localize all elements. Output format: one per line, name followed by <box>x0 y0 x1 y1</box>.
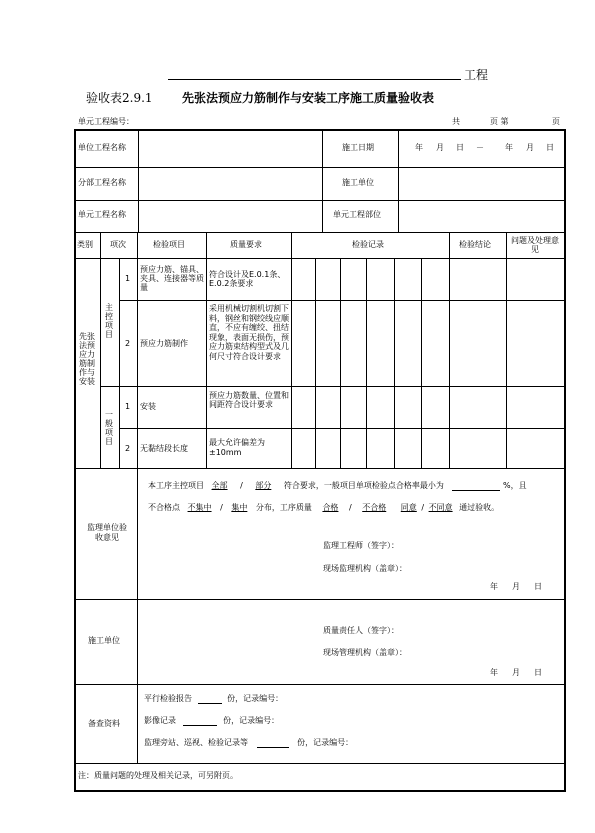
date-day-2: 日 <box>546 143 554 152</box>
col-requirement: 质量要求 <box>230 240 262 249</box>
row-no: 2 <box>125 339 131 348</box>
project-name-line <box>168 79 461 80</box>
record-grid-line <box>394 258 395 468</box>
row-line <box>74 763 564 764</box>
contractor-label: 施工单位 <box>342 178 374 187</box>
group-label: 先张法预应力筋制作与安装 <box>79 332 95 386</box>
row-line <box>74 468 564 469</box>
date-year-2: 年 <box>505 143 513 152</box>
supervision-line-2 <box>148 503 499 513</box>
col-category: 类别 <box>77 240 93 249</box>
slash: / <box>240 481 243 490</box>
option-concentrated[interactable]: 集中 <box>231 503 248 512</box>
row-line <box>74 599 564 600</box>
col-line <box>206 232 207 468</box>
row-line <box>74 684 564 685</box>
col-line <box>291 232 292 468</box>
image-count-blank[interactable] <box>183 716 217 726</box>
row-line <box>74 232 564 233</box>
text: 通过验收。 <box>459 503 500 512</box>
construction-date-label: 施工日期 <box>342 143 374 152</box>
col-conclusion: 检验结论 <box>459 240 491 249</box>
record-grid-line <box>340 258 341 468</box>
division-label: 分部工程名称 <box>78 178 126 187</box>
page-total: 共 <box>452 117 460 126</box>
text: 符合要求，一般项目单项检验点合格率最小为 <box>283 481 444 490</box>
supervision-org-seal[interactable]: 现场监理机构（盖章）： <box>323 564 407 573</box>
general-label: 一般项目 <box>105 410 113 446</box>
construction-date-month: 月 <box>512 668 520 677</box>
construction-label: 施工单位 <box>88 636 120 645</box>
row-item: 无黏结段长度 <box>140 444 188 453</box>
option-fail[interactable]: 不合格 <box>362 503 387 512</box>
slash: / <box>421 503 425 512</box>
record-grid-line <box>315 258 316 468</box>
row-requirement: 预应力筋数量、位置和间距符合设计要求 <box>209 391 289 409</box>
unit-code-label: 单元工程编号： <box>78 117 134 126</box>
row-line <box>119 428 564 429</box>
supervision-date-year: 年 <box>490 582 498 591</box>
supervision-date-day: 日 <box>534 582 542 591</box>
text: 份，记录编号： <box>227 694 284 703</box>
text: 影像记录 <box>144 716 176 725</box>
text: 监理旁站、巡视、检验记录等 <box>144 738 248 747</box>
form-code: 验收表2.9.1 <box>86 91 153 105</box>
col-line <box>449 232 450 468</box>
patrol-count-blank[interactable] <box>257 738 289 748</box>
col-line <box>119 258 120 468</box>
col-item-no: 项次 <box>110 240 126 249</box>
page-end: 页 <box>552 117 560 126</box>
row-requirement: 符合设计及E.0.1条、E.0.2条要求 <box>209 270 286 288</box>
supervision-engineer-sign[interactable]: 监理工程师（签字）： <box>323 541 399 550</box>
supervision-label: 监理单位验收意见 <box>87 523 127 542</box>
project-suffix: 工程 <box>464 68 489 82</box>
construction-org-seal[interactable]: 现场管理机构（盖章）： <box>323 648 407 657</box>
col-issue: 问题及处理意见 <box>511 236 559 254</box>
col-record: 检验记录 <box>352 240 384 249</box>
option-disagree[interactable]: 不同意 <box>428 503 453 512</box>
slash: / <box>220 503 223 512</box>
text: 本工序主控项目 <box>148 481 204 490</box>
option-not-concentrated[interactable]: 不集中 <box>187 503 212 512</box>
option-agree[interactable]: 同意 <box>400 503 417 512</box>
records-label: 备查资料 <box>88 719 120 728</box>
text: 不合格点 <box>148 503 180 512</box>
text: 份，记录编号： <box>297 738 354 747</box>
col-item: 检验项目 <box>153 240 185 249</box>
record-grid-line <box>421 258 422 468</box>
construction-date-year: 年 <box>490 668 498 677</box>
form-table <box>74 129 566 792</box>
record-line-parallel <box>144 694 283 704</box>
date-year-1: 年 <box>415 143 423 152</box>
col-line <box>137 232 138 468</box>
page-current: 页 第 <box>490 117 509 126</box>
construction-date-day: 日 <box>534 668 542 677</box>
row-line <box>74 167 564 168</box>
record-grid-line <box>366 258 367 468</box>
supervision-line-1 <box>148 481 527 491</box>
option-part[interactable]: 部分 <box>255 481 272 490</box>
min-pass-rate-blank[interactable] <box>452 481 500 491</box>
col-line <box>137 468 138 763</box>
row-line <box>119 300 564 301</box>
text: 份，记录编号： <box>223 716 280 725</box>
unit-project-label: 单位工程名称 <box>78 143 126 152</box>
date-month-1: 月 <box>436 143 444 152</box>
text: 分布，工序质量 <box>255 503 312 512</box>
record-line-image <box>144 716 279 726</box>
row-line <box>100 386 564 387</box>
row-item: 预应力筋制作 <box>140 339 188 348</box>
col-line <box>398 129 399 232</box>
col-line <box>138 129 139 232</box>
main-control-label: 主控项目 <box>105 303 113 339</box>
row-item: 安装 <box>140 402 156 411</box>
option-pass[interactable]: 合格 <box>322 503 339 512</box>
slash: / <box>348 503 352 512</box>
col-line <box>506 232 507 468</box>
supervision-date-month: 月 <box>512 582 520 591</box>
row-no: 1 <box>125 402 131 411</box>
parallel-count-blank[interactable] <box>198 694 222 704</box>
construction-person-sign[interactable]: 质量责任人（签字）： <box>323 626 399 635</box>
row-no: 2 <box>125 444 131 453</box>
row-no: 1 <box>125 274 131 283</box>
footer-note: 注：质量问题的处理及相关记录，可另附页。 <box>78 771 238 780</box>
row-line <box>74 258 564 259</box>
date-day-1: 日 <box>456 143 464 152</box>
col-line <box>322 129 323 232</box>
text: 平行检验报告 <box>144 694 192 703</box>
row-requirement: 采用机械切割机切割下料，钢丝和钢绞线应顺直，不应有缠绞、扭结现象，表面无损伤，预应力筋束结构型式及几何尺寸符合设计要求 <box>209 304 289 361</box>
record-line-patrol <box>144 738 353 748</box>
option-all[interactable]: 全部 <box>211 481 228 490</box>
col-line <box>100 232 101 468</box>
unit-location-label: 单元工程部位 <box>333 210 381 219</box>
form-title: 先张法预应力筋制作与安装工序施工质量验收表 <box>182 91 435 105</box>
row-item: 预应力筋、锚具、夹具、连接器等质量 <box>140 265 204 292</box>
text: %，且 <box>502 481 527 490</box>
row-line <box>74 200 564 201</box>
row-requirement: 最大允许偏差为±10mm <box>209 438 265 457</box>
date-dash: － <box>476 143 484 152</box>
unit-name-label: 单元工程名称 <box>78 210 126 219</box>
date-month-2: 月 <box>526 143 534 152</box>
